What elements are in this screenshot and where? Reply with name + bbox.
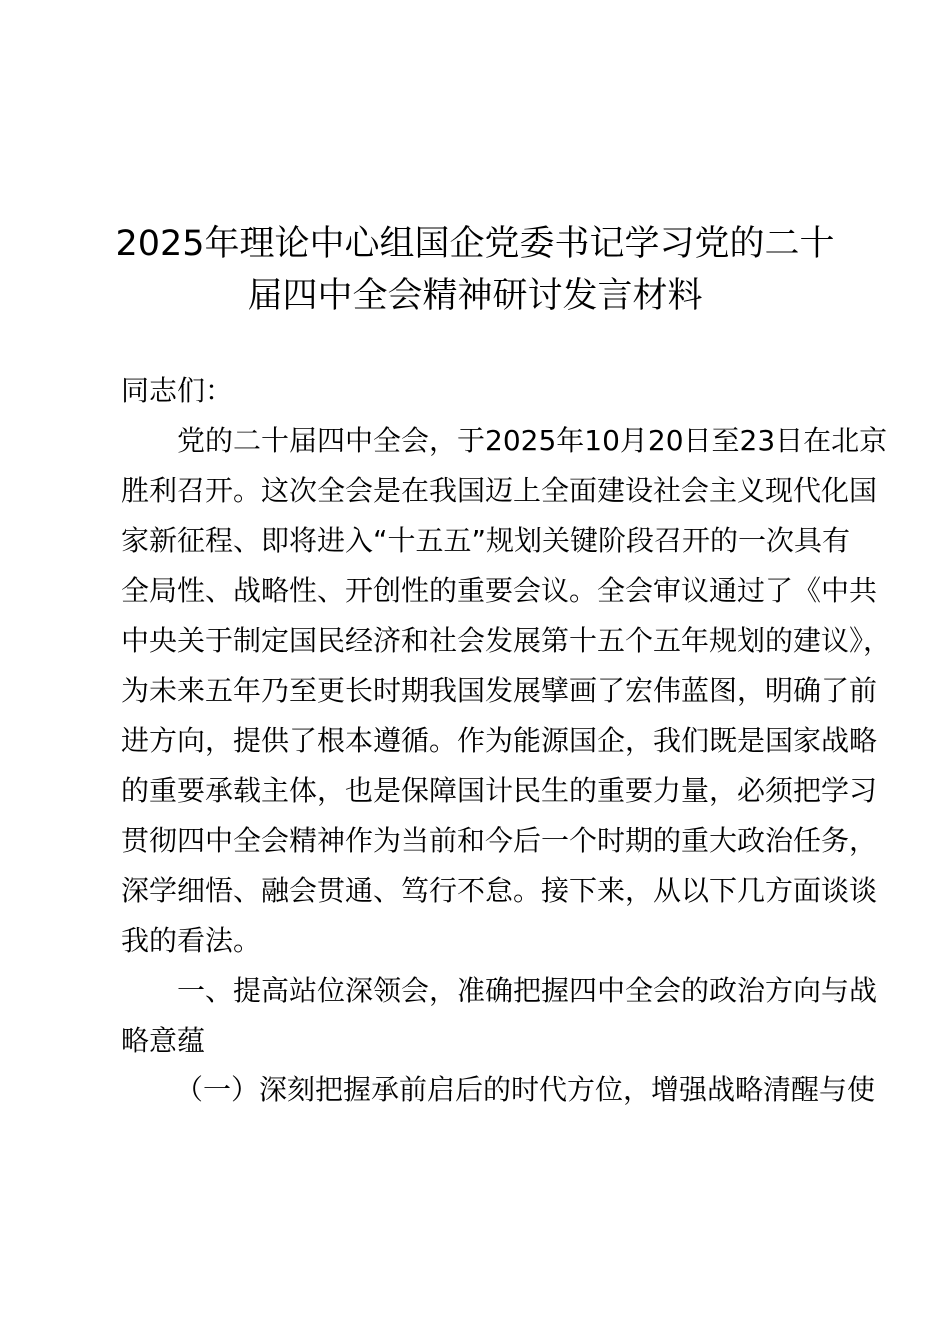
salutation: 同志们： xyxy=(121,374,234,407)
paragraph-line: 为未来五年乃至更长时期我国发展擘画了宏伟蓝图，明确了前 xyxy=(121,674,878,707)
paragraph-line: 贯彻四中全会精神作为当前和今后一个时期的重大政治任务， xyxy=(121,824,878,857)
paragraph-line: 的重要承载主体，也是保障国计民生的重要力量，必须把学习 xyxy=(121,774,878,807)
subsection-heading: （一）深刻把握承前启后的时代方位，增强战略清醒与使 xyxy=(175,1073,876,1106)
paragraph-line: 胜利召开。这次全会是在我国迈上全面建设社会主义现代化国 xyxy=(121,474,878,507)
paragraph-line: 中央关于制定国民经济和社会发展第十五个五年规划的建议》， xyxy=(121,624,892,657)
paragraph-line: 全局性、战略性、开创性的重要会议。全会审议通过了《中共 xyxy=(121,574,878,607)
paragraph-line: 家新征程、即将进入“十五五”规划关键阶段召开的一次具有 xyxy=(121,524,851,557)
document-title-line-2: 届四中全会精神研讨发言材料 xyxy=(247,276,703,316)
section-heading-line: 一、提高站位深领会，准确把握四中全会的政治方向与战 xyxy=(177,974,878,1007)
paragraph-line: 进方向，提供了根本遵循。作为能源国企，我们既是国家战略 xyxy=(121,724,878,757)
paragraph-line: 深学细悟、融会贯通、笃行不怠。接下来，从以下几方面谈谈 xyxy=(121,874,878,907)
paragraph-line: 我的看法。 xyxy=(121,924,262,957)
section-heading-line: 略意蕴 xyxy=(121,1024,206,1057)
paragraph-line: 党的二十届四中全会，于2025年10月20日至23日在北京 xyxy=(177,424,888,457)
document-title-line-1: 2025年理论中心组国企党委书记学习党的二十 xyxy=(115,224,835,264)
